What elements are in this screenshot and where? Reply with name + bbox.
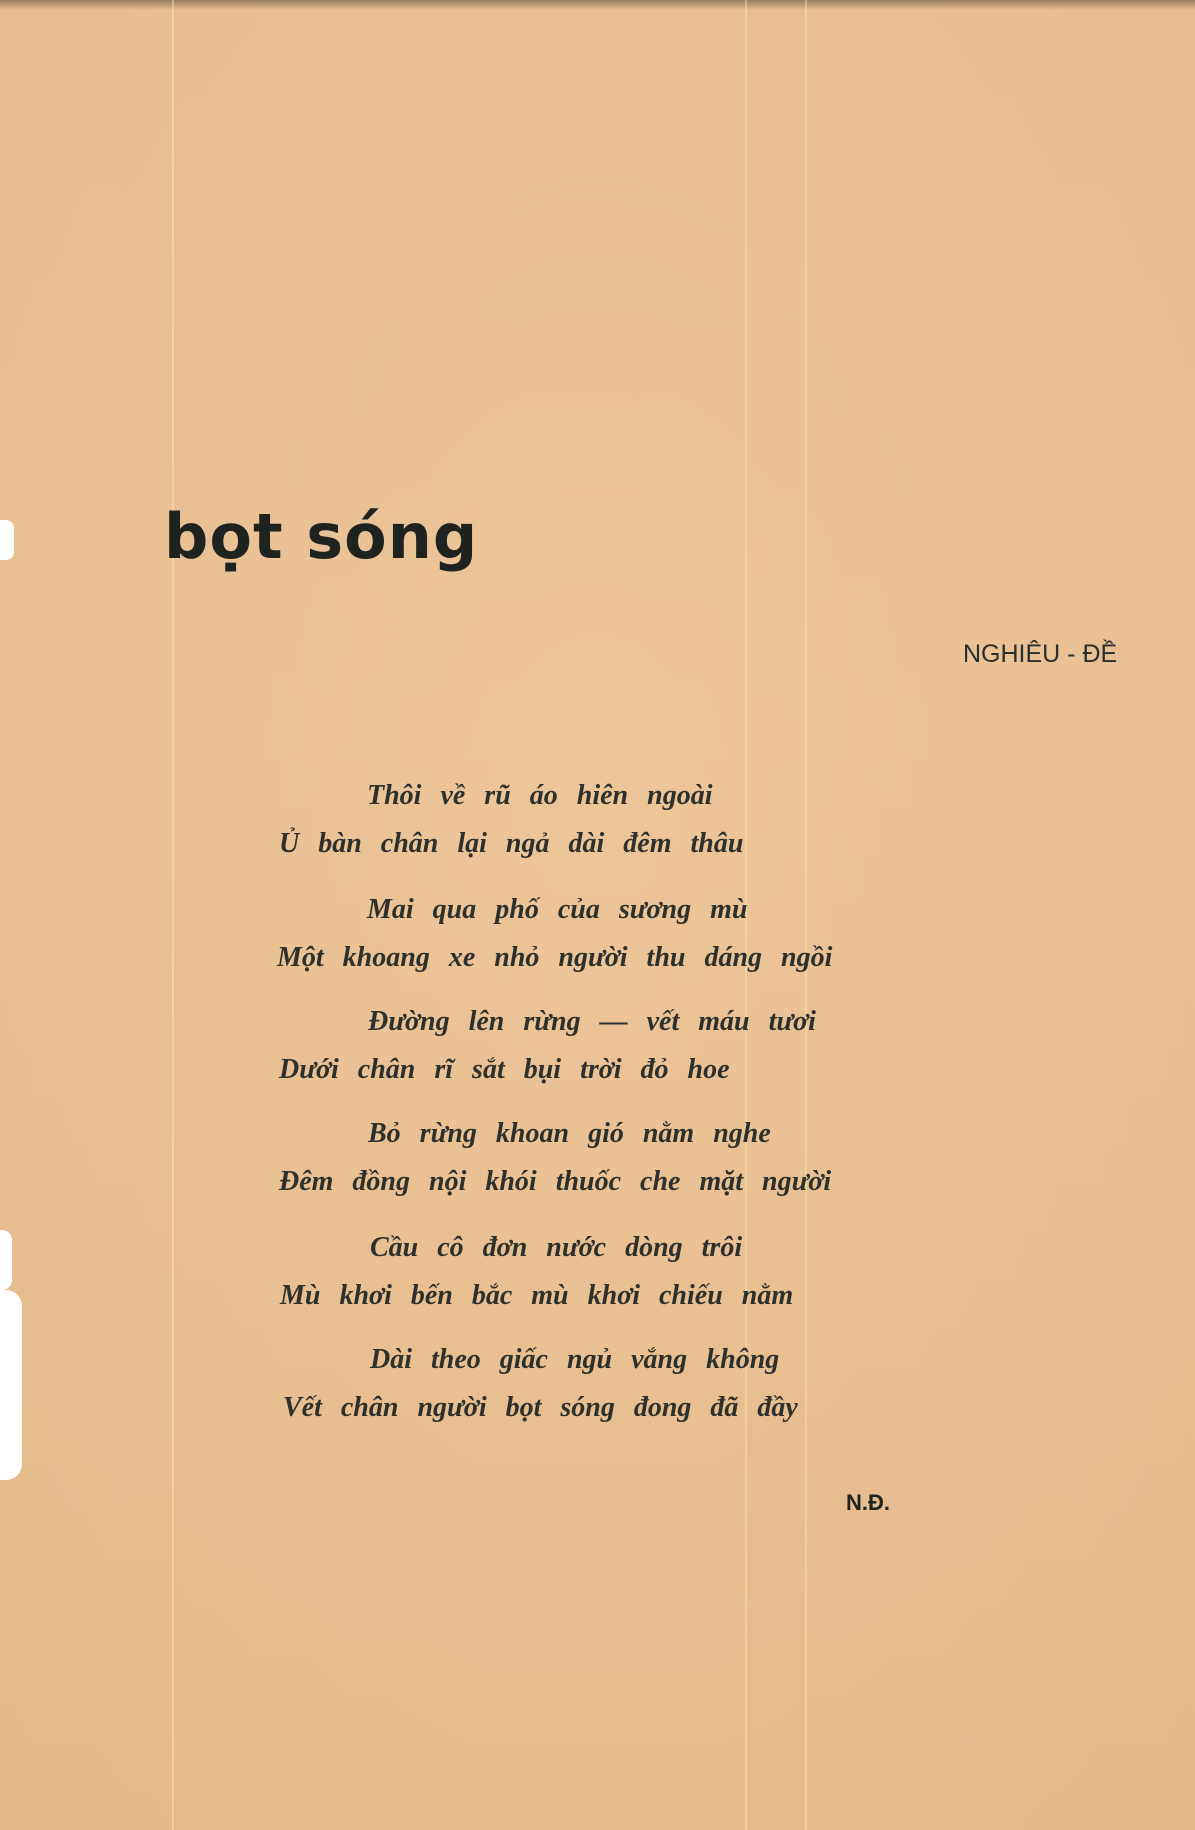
torn-edge: [0, 520, 14, 560]
poem-line: Đêm đồng nội khói thuốc che mặt người: [279, 1166, 832, 1197]
torn-edge: [0, 1290, 22, 1480]
torn-edge: [0, 1230, 12, 1290]
poem-line: Thôi về rũ áo hiên ngoài: [367, 780, 713, 811]
poem-line: Bỏ rừng khoan gió nằm nghe: [368, 1118, 771, 1149]
paper-fold-line: [805, 0, 807, 1830]
poem-line: Ủ bàn chân lại ngả dài đêm thâu: [279, 828, 744, 859]
author-signature: N.Đ.: [846, 1490, 890, 1515]
poem-line: Một khoang xe nhỏ người thu dáng ngồi: [277, 942, 833, 973]
author-name: NGHIÊU - ĐỀ: [963, 640, 1118, 668]
page-top-edge: [0, 0, 1195, 10]
poem-line: Cầu cô đơn nước dòng trôi: [370, 1232, 743, 1263]
poem-line: Dưới chân rĩ sắt bụi trời đỏ hoe: [279, 1054, 730, 1085]
poem-line: Mù khơi bến bắc mù khơi chiếu nằm: [280, 1280, 794, 1311]
poem-line: Đường lên rừng — vết máu tươi: [368, 1006, 816, 1037]
poem-line: Dài theo giấc ngủ vắng không: [370, 1344, 780, 1375]
poem-line: Mai qua phố của sương mù: [367, 894, 748, 925]
poem-line: Vết chân người bọt sóng đong đã đầy: [283, 1392, 798, 1423]
paper-fold-line: [172, 0, 174, 1830]
poem-title: bọt sóng: [164, 500, 479, 573]
